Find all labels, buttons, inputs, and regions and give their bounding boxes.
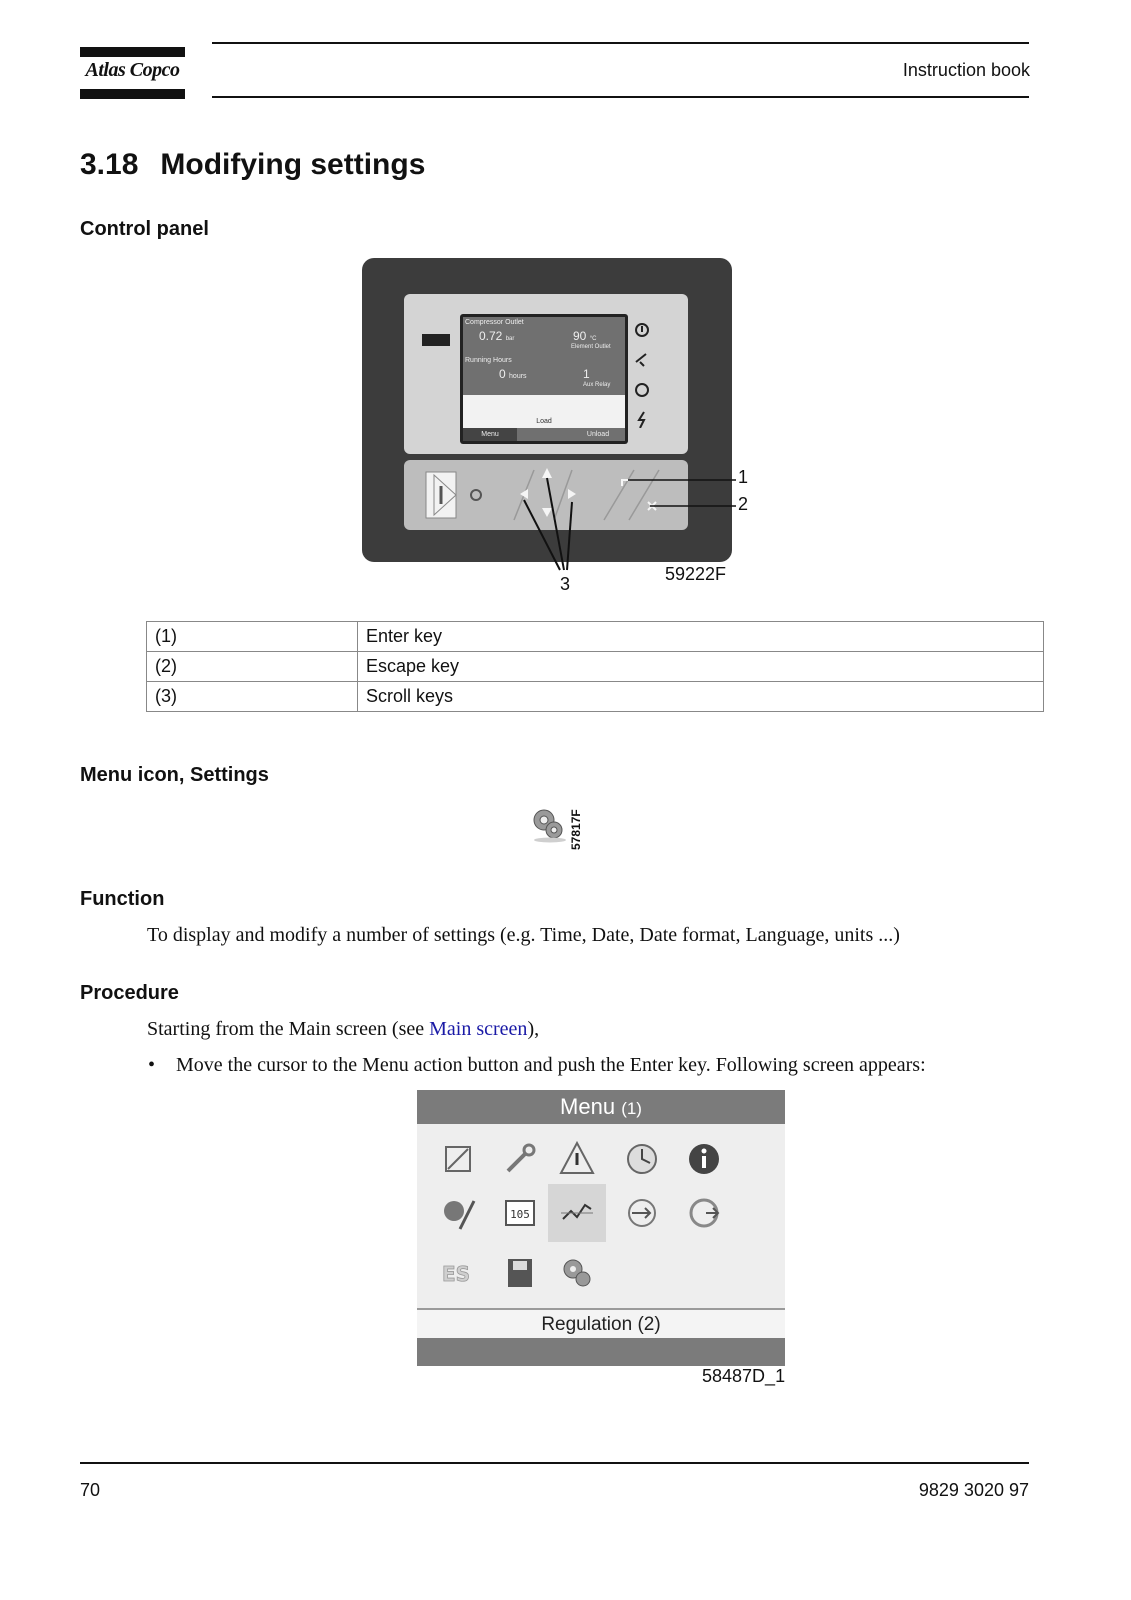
counters-icon xyxy=(497,1190,543,1236)
menu-icon-figure-code: 57817F xyxy=(569,809,583,850)
menu-bottom-bar xyxy=(417,1338,785,1366)
display-status-row xyxy=(463,395,625,415)
procedure-intro xyxy=(147,1018,539,1041)
key-ref: (1) xyxy=(147,622,358,652)
key-name: Escape key xyxy=(358,652,1044,682)
regulation-icon xyxy=(548,1184,606,1242)
timer-icon xyxy=(619,1136,665,1182)
section-title-text: Modifying settings xyxy=(160,148,426,181)
bullet-marker: • xyxy=(148,1054,156,1076)
menu-title-ref: (1) xyxy=(621,1099,642,1118)
function-text: To display and modify a number of settings (e.g. Time, Date, Date format, Language, units ...) xyxy=(147,924,900,946)
procedure-bullet: Move the cursor to the Menu action button and push the Enter key. Following screen appears: xyxy=(176,1054,926,1076)
display-screen xyxy=(463,317,625,441)
service-icon xyxy=(497,1136,543,1182)
regulation-label: Regulation xyxy=(541,1314,633,1335)
menu-selected-label xyxy=(417,1308,785,1340)
procedure-intro-prefix: Starting from the Main screen (see xyxy=(147,1018,430,1040)
function-heading: Function xyxy=(80,888,165,910)
header-label: Instruction book xyxy=(902,60,1030,80)
save-icon xyxy=(497,1250,543,1296)
event-history-icon xyxy=(554,1136,600,1182)
callout-1: 1 xyxy=(738,467,749,487)
procedure-heading: Procedure xyxy=(80,982,179,1004)
procedure-intro-suffix: ), xyxy=(527,1018,540,1040)
menu-title-text: Menu xyxy=(560,1094,616,1119)
display-row2-label: Running Hours xyxy=(465,357,512,364)
table-row xyxy=(147,622,1044,652)
key-name: Enter key xyxy=(358,622,1044,652)
key-ref: (2) xyxy=(147,652,358,682)
display-row2-right-label: Aux Relay xyxy=(583,382,611,388)
display-row1-value: 0.72 xyxy=(479,329,503,343)
keys-table xyxy=(146,621,1044,712)
inputs-icon xyxy=(435,1136,481,1182)
weekly-timer-icon xyxy=(435,1190,481,1236)
display-row1-right-label: Element Outlet xyxy=(571,344,611,350)
control-panel-figure-code: 59222F xyxy=(665,564,727,584)
svg-text:ES: ES xyxy=(441,1262,471,1286)
logo-wordmark: Atlas Copco xyxy=(85,59,180,81)
page-number: 70 xyxy=(80,1480,101,1500)
display-state: Load xyxy=(463,415,625,428)
es-icon xyxy=(435,1250,481,1296)
key-name: Scroll keys xyxy=(358,682,1044,712)
callout-3: 3 xyxy=(560,574,571,594)
menu-screen-figure xyxy=(417,1090,785,1366)
atlas-copco-logo xyxy=(80,47,185,99)
test-icon xyxy=(619,1190,665,1236)
display-softkey-menu: Menu xyxy=(463,428,517,441)
display-row1-right-unit: °C xyxy=(589,336,597,342)
table-row xyxy=(147,652,1044,682)
display-row2-value: 0 xyxy=(499,367,506,381)
callout-2: 2 xyxy=(738,494,749,514)
display-row1-label: Compressor Outlet xyxy=(465,319,524,326)
menu-screen-figure-code: 58487D_1 xyxy=(702,1366,786,1386)
info-icon xyxy=(681,1136,727,1182)
panel-logo-mark xyxy=(422,334,450,346)
display-row1-right-value: 90 xyxy=(573,329,587,343)
main-screen-link[interactable]: Main screen xyxy=(429,1018,528,1040)
display-row1-unit: bar xyxy=(505,336,515,342)
userpassword-icon xyxy=(681,1190,727,1236)
header-rule-bottom xyxy=(212,96,1029,98)
header-rule-top xyxy=(212,42,1029,44)
key-ref: (3) xyxy=(147,682,358,712)
table-row xyxy=(147,682,1044,712)
footer-rule xyxy=(80,1462,1029,1464)
document-number: 9829 3020 97 xyxy=(918,1480,1029,1500)
display-row2-right-value: 1 xyxy=(583,367,590,381)
settings-gears-icon xyxy=(528,804,568,844)
status-leds xyxy=(632,318,662,428)
section-number: 3.18 xyxy=(80,148,139,181)
control-panel-heading: Control panel xyxy=(80,218,209,240)
menu-screen-title xyxy=(417,1090,785,1124)
settings-icon xyxy=(554,1250,600,1296)
menu-icon-heading: Menu icon, Settings xyxy=(80,764,269,786)
section-title xyxy=(80,148,425,182)
svg-text:105: 105 xyxy=(510,1208,530,1221)
display-row2-unit: hours xyxy=(509,373,527,380)
regulation-ref: (2) xyxy=(637,1314,661,1335)
display-softkey-unload: Unload xyxy=(586,431,610,438)
